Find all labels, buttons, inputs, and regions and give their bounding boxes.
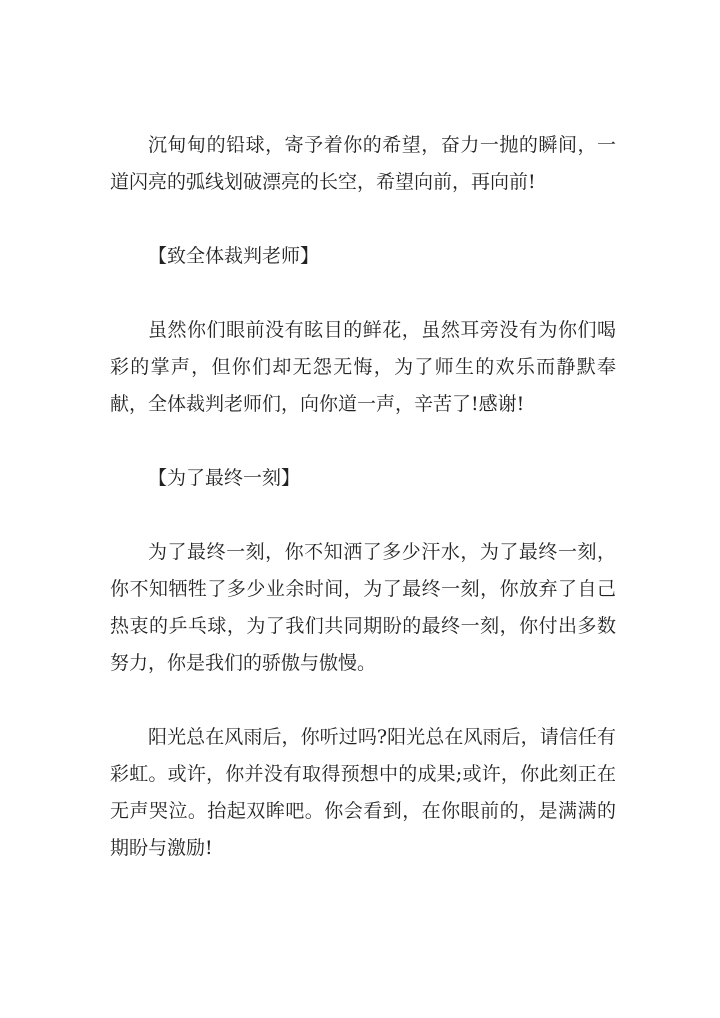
paragraph-spacer [110, 423, 616, 460]
paragraph-spacer [110, 201, 616, 238]
heading-final-moment: 【为了最终一刻】 [148, 467, 301, 489]
paragraph-spacer [110, 497, 616, 534]
paragraph-sunshine: 阳光总在风雨后，你听过吗?阳光总在风雨后，请信任有彩虹。或许，你并没有取得预想中的成果;或许，你此刻正在无声哭泣。抬起双眸吧。你会看到，在你眼前的，是满满的期盼与激励! [110, 726, 616, 859]
paragraph-spacer [110, 682, 616, 719]
paragraph-shot-put: 沉甸甸的铅球，寄予着你的希望，奋力一抛的瞬间，一道闪亮的弧线划破漂亮的长空，希望向前，再向前! [110, 134, 616, 193]
heading-referees: 【致全体裁判老师】 [148, 245, 320, 267]
paragraph-spacer [110, 275, 616, 312]
paragraph-referees: 虽然你们眼前没有眩目的鲜花，虽然耳旁没有为你们喝彩的掌声，但你们却无怨无悔，为了师生的欢乐而静默奉献，全体裁判老师们，向你道一声，辛苦了!感谢! [110, 319, 616, 415]
document-body [110, 127, 616, 867]
paragraph-final-moment: 为了最终一刻，你不知洒了多少汗水，为了最终一刻，你不知牺牲了多少业余时间，为了最终一刻，你放弃了自己热衷的乒乓球，为了我们共同期盼的最终一刻，你付出多数努力，你是我们的骄傲与傲慢。 [110, 541, 616, 674]
